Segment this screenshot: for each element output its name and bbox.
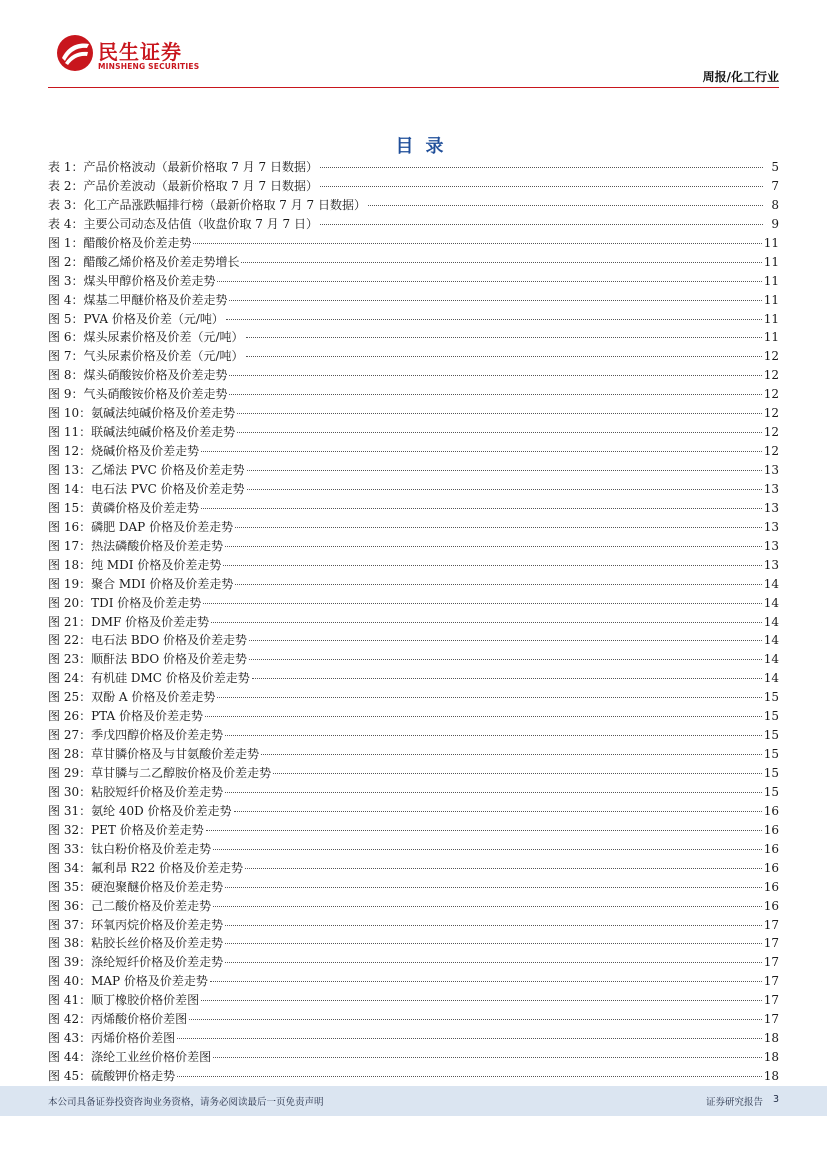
toc-entry[interactable] — [48, 575, 779, 594]
toc-entry-label: 图 9：气头硝酸铵价格及价差走势 — [48, 387, 228, 402]
toc-dot-leader — [211, 622, 762, 623]
toc-entry-label: 图 13：乙烯法 PVC 价格及价差走势 — [48, 463, 245, 477]
toc-entry[interactable] — [48, 821, 779, 840]
toc-entry-label: 图 18：纯 MDI 价格及价差走势 — [48, 557, 222, 572]
toc-entry-page: 14 — [763, 614, 779, 629]
toc-entry[interactable] — [48, 916, 779, 935]
toc-entry-label: 图 30：粘胶短纤价格及价差走势 — [48, 784, 224, 799]
toc-dot-leader — [225, 792, 762, 793]
toc-dot-leader — [252, 678, 762, 679]
toc-entry-page: 8 — [771, 197, 779, 212]
toc-entry[interactable] — [48, 707, 779, 726]
page-header — [0, 0, 827, 90]
page-footer — [0, 1086, 827, 1116]
toc-dot-leader — [213, 849, 762, 850]
toc-dot-leader — [225, 943, 762, 944]
toc-entry-page: 17 — [763, 917, 779, 932]
toc-entry[interactable] — [48, 783, 779, 802]
toc-entry[interactable] — [48, 442, 779, 461]
toc-entry[interactable] — [48, 291, 779, 310]
toc-entry[interactable] — [48, 253, 779, 272]
toc-entry[interactable] — [48, 177, 779, 196]
toc-entry[interactable] — [48, 953, 779, 972]
toc-entry-page: 17 — [763, 936, 779, 951]
toc-dot-leader — [201, 508, 762, 509]
toc-entry[interactable] — [48, 1010, 779, 1029]
toc-dot-leader — [205, 716, 762, 717]
toc-entry-label: 图 28：草甘膦价格及与甘氨酸价差走势 — [48, 747, 260, 762]
toc-entry-page: 13 — [763, 463, 779, 477]
toc-entry-page: 14 — [763, 652, 779, 667]
toc-entry-label: 表 3：化工产品涨跌幅排行榜（最新价格取 7 月 7 日数据） — [48, 197, 366, 212]
toc-dot-leader — [203, 603, 761, 604]
toc-entry-label: 图 3：煤头甲醇价格及价差走势 — [48, 273, 216, 288]
toc-entry-page: 15 — [763, 766, 779, 780]
toc-entry-label: 图 10：氨碱法纯碱价格及价差走势 — [48, 406, 236, 421]
toc-entry-page: 9 — [771, 216, 779, 231]
toc-dot-leader — [229, 394, 761, 395]
toc-dot-leader — [368, 205, 763, 206]
toc-entry[interactable] — [48, 594, 779, 613]
toc-entry-page: 11 — [763, 311, 779, 326]
toc-dot-leader — [241, 262, 761, 263]
toc-dot-leader — [320, 186, 763, 187]
toc-entry-label: 图 12：烧碱价格及价差走势 — [48, 444, 200, 459]
toc-entry[interactable] — [48, 196, 779, 215]
toc-entry-label: 图 16：磷肥 DAP 价格及价差走势 — [48, 519, 234, 534]
toc-entry-page: 12 — [763, 425, 779, 440]
minsheng-logo — [56, 34, 216, 78]
toc-dot-leader — [320, 167, 763, 168]
toc-dot-leader — [210, 981, 762, 982]
toc-entry-label: 图 22：电石法 BDO 价格及价差走势 — [48, 633, 247, 648]
toc-entry-label: 图 1：醋酸价格及价差走势 — [48, 235, 192, 250]
toc-entry[interactable] — [48, 878, 779, 897]
toc-entry[interactable] — [48, 631, 779, 650]
toc-entry[interactable] — [48, 650, 779, 669]
footer-report-label: 证券研究报告 — [705, 1097, 763, 1108]
toc-entry-label: 图 42：丙烯酸价格价差图 — [48, 1012, 188, 1027]
toc-dot-leader — [177, 1038, 762, 1039]
toc-entry-label: 图 15：黄磷价格及价差走势 — [48, 500, 200, 515]
toc-entry-page: 11 — [763, 273, 779, 288]
logo-chinese-name: 民生证券 — [98, 40, 182, 64]
toc-entry-label: 图 6：煤头尿素价格及价差（元/吨） — [48, 330, 244, 345]
toc-dot-leader — [235, 584, 761, 585]
toc-dot-leader — [225, 887, 762, 888]
toc-entry-page: 18 — [763, 1069, 779, 1083]
toc-entry[interactable] — [48, 859, 779, 878]
toc-entry-page: 15 — [763, 709, 779, 724]
toc-entry[interactable] — [48, 385, 779, 404]
toc-entry-page: 14 — [763, 595, 779, 610]
toc-entry-page: 18 — [763, 1050, 779, 1065]
toc-entry[interactable] — [48, 802, 779, 821]
toc-dot-leader — [201, 451, 762, 452]
toc-entry-page: 16 — [763, 860, 779, 875]
toc-entry-label: 图 41：顺丁橡胶价格价差图 — [48, 993, 200, 1008]
toc-entry-page: 7 — [771, 178, 779, 193]
toc-entry-label: 图 21：DMF 价格及价差走势 — [48, 614, 210, 629]
toc-entry-page: 12 — [763, 368, 779, 383]
toc-dot-leader — [223, 565, 761, 566]
toc-entry-page: 15 — [763, 728, 779, 743]
footer-disclaimer: 本公司具备证券投资咨询业务资格，请务必阅读最后一页免责声明 — [48, 1097, 324, 1108]
toc-entry[interactable] — [48, 499, 779, 518]
toc-entry[interactable] — [48, 688, 779, 707]
toc-entry-page: 17 — [763, 974, 779, 989]
toc-entry-label: 表 2：产品价差波动（最新价格取 7 月 7 日数据） — [48, 178, 318, 193]
toc-entry-page: 16 — [763, 841, 779, 856]
toc-dot-leader — [225, 546, 762, 547]
toc-entry-label: 图 37：环氧丙烷价格及价差走势 — [48, 917, 224, 932]
toc-entry-label: 图 26：PTA 价格及价差走势 — [48, 709, 203, 724]
toc-entry-page: 17 — [763, 1012, 779, 1027]
toc-entry-page: 11 — [763, 254, 779, 269]
toc-entry-label: 图 45：硫酸钾价格走势 — [48, 1069, 176, 1083]
toc-entry[interactable] — [48, 745, 779, 764]
toc-dot-leader — [213, 1057, 762, 1058]
toc-entry-page: 17 — [763, 993, 779, 1008]
toc-dot-leader — [247, 470, 762, 471]
toc-entry-page: 16 — [763, 898, 779, 913]
toc-entry-label: 图 39：涤纶短纤价格及价差走势 — [48, 955, 224, 970]
toc-entry-label: 图 34：氟利昂 R22 价格及价差走势 — [48, 860, 244, 875]
toc-entry-label: 图 35：硬泡聚醚价格及价差走势 — [48, 879, 224, 894]
toc-entry-page: 5 — [771, 160, 779, 174]
toc-entry-page: 11 — [763, 330, 779, 345]
toc-entry-page: 12 — [763, 387, 779, 402]
toc-entry[interactable] — [48, 347, 779, 366]
toc-dot-leader — [246, 356, 762, 357]
toc-entry[interactable] — [48, 310, 779, 329]
toc-entry-page: 11 — [763, 292, 779, 307]
toc-entry[interactable] — [48, 991, 779, 1010]
toc-dot-leader — [225, 962, 762, 963]
toc-dot-leader — [206, 830, 762, 831]
toc-entry-page: 15 — [763, 784, 779, 799]
toc-dot-leader — [201, 1000, 762, 1001]
toc-entry[interactable] — [48, 934, 779, 953]
toc-entry[interactable] — [48, 556, 779, 575]
report-type: 周报/化工行业 — [702, 70, 779, 84]
toc-entry-page: 16 — [763, 822, 779, 837]
toc-dot-leader — [237, 432, 762, 433]
toc-entry-label: 图 27：季戊四醇价格及价差走势 — [48, 728, 224, 743]
toc-entry-label: 图 44：涤纶工业丝价格价差图 — [48, 1050, 212, 1065]
toc-dot-leader — [235, 527, 762, 528]
toc-entry-page: 15 — [763, 747, 779, 762]
toc-entry-page: 13 — [763, 500, 779, 515]
toc-entry[interactable] — [48, 840, 779, 859]
toc-entry-label: 图 43：丙烯价格价差图 — [48, 1031, 176, 1046]
toc-dot-leader — [225, 735, 762, 736]
toc-dot-leader — [249, 640, 762, 641]
toc-dot-leader — [226, 319, 762, 320]
toc-entry[interactable] — [48, 518, 779, 537]
toc-entry-label: 图 19：聚合 MDI 价格及价差走势 — [48, 576, 234, 591]
toc-dot-leader — [246, 337, 762, 338]
toc-entry-page: 12 — [763, 349, 779, 364]
toc-entry-page: 13 — [763, 557, 779, 572]
toc-entry-label: 图 32：PET 价格及价差走势 — [48, 822, 204, 837]
toc-entry-label: 图 23：顺酐法 BDO 价格及价差走势 — [48, 652, 247, 667]
minsheng-logo-icon — [56, 34, 94, 72]
toc-dot-leader — [320, 224, 763, 225]
toc-dot-leader — [249, 659, 762, 660]
toc-dot-leader — [245, 868, 762, 869]
toc-dot-leader — [229, 375, 761, 376]
toc-entry-label: 图 36：己二酸价格及价差走势 — [48, 898, 212, 913]
toc-dot-leader — [247, 489, 762, 490]
toc-dot-leader — [213, 906, 762, 907]
toc-dot-leader — [273, 773, 762, 774]
toc-entry-page: 13 — [763, 538, 779, 553]
toc-entry-label: 图 38：粘胶长丝价格及价差走势 — [48, 936, 224, 951]
toc-entry-page: 11 — [763, 235, 779, 250]
toc-dot-leader — [217, 697, 761, 698]
toc-dot-leader — [261, 754, 762, 755]
logo-english-name: MINSHENG SECURITIES — [98, 62, 200, 71]
toc-entry[interactable] — [48, 972, 779, 991]
toc-entry-label: 图 20：TDI 价格及价差走势 — [48, 595, 202, 610]
toc-entry[interactable] — [48, 404, 779, 423]
toc-entry-label: 图 24：有机硅 DMC 价格及价差走势 — [48, 671, 250, 686]
toc-entry-label: 图 14：电石法 PVC 价格及价差走势 — [48, 481, 245, 496]
toc-entry-page: 16 — [763, 879, 779, 894]
toc-entry-page: 17 — [763, 955, 779, 970]
toc-entry-label: 图 31：氨纶 40D 价格及价差走势 — [48, 803, 232, 818]
toc-entry-label: 图 33：钛白粉价格及价差走势 — [48, 841, 212, 856]
toc-entry[interactable] — [48, 1048, 779, 1067]
toc-entry-page: 12 — [763, 444, 779, 459]
toc-entry-page: 15 — [763, 690, 779, 705]
toc-entry[interactable] — [48, 272, 779, 291]
toc-entry[interactable] — [48, 158, 779, 177]
toc-entry-label: 图 2：醋酸乙烯价格及价差走势增长 — [48, 254, 240, 269]
toc-dot-leader — [193, 243, 761, 244]
toc-entry[interactable] — [48, 726, 779, 745]
toc-entry-page: 14 — [763, 576, 779, 591]
toc-entry-label: 表 1：产品价格波动（最新价格取 7 月 7 日数据） — [48, 160, 318, 174]
toc-entry-label: 图 7：气头尿素价格及价差（元/吨） — [48, 349, 244, 364]
toc-entry[interactable] — [48, 461, 779, 480]
toc-entry-label: 图 29：草甘膦与二乙醇胺价格及价差走势 — [48, 766, 272, 780]
toc-entry-page: 14 — [763, 671, 779, 686]
toc-dot-leader — [225, 925, 762, 926]
toc-entry-label: 图 11：联碱法纯碱价格及价差走势 — [48, 425, 236, 440]
toc-entry-label: 图 4：煤基二甲醚价格及价差走势 — [48, 292, 228, 307]
toc-entry[interactable] — [48, 669, 779, 688]
toc-entry-label: 图 5：PVA 价格及价差（元/吨） — [48, 311, 224, 326]
toc-entry[interactable] — [48, 423, 779, 442]
toc-entry[interactable] — [48, 215, 779, 234]
toc-entry-page: 12 — [763, 406, 779, 421]
toc-dot-leader — [189, 1019, 762, 1020]
toc-entry[interactable] — [48, 897, 779, 916]
toc-entry-label: 表 4：主要公司动态及估值（收盘价取 7 月 7 日） — [48, 216, 318, 231]
toc-entry[interactable] — [48, 328, 779, 347]
toc-entry-page: 13 — [763, 481, 779, 496]
toc-entry-page: 18 — [763, 1031, 779, 1046]
toc-entry-page: 14 — [763, 633, 779, 648]
toc-dot-leader — [217, 281, 761, 282]
toc-entry[interactable] — [48, 537, 779, 556]
table-of-contents — [48, 158, 779, 1086]
toc-dot-leader — [229, 300, 761, 301]
header-divider — [48, 87, 779, 88]
toc-entry[interactable] — [48, 234, 779, 253]
toc-entry[interactable] — [48, 1029, 779, 1048]
footer-page-number: 3 — [772, 1094, 779, 1105]
toc-dot-leader — [234, 811, 762, 812]
toc-entry-page: 16 — [763, 803, 779, 818]
toc-entry[interactable] — [48, 480, 779, 499]
toc-entry-page: 13 — [763, 519, 779, 534]
toc-entry[interactable] — [48, 613, 779, 632]
toc-entry-label: 图 25：双酚 A 价格及价差走势 — [48, 690, 216, 705]
toc-entry[interactable] — [48, 1067, 779, 1086]
toc-title: 目录 — [395, 136, 456, 157]
toc-entry-label: 图 8：煤头硝酸铵价格及价差走势 — [48, 368, 228, 383]
toc-entry-label: 图 17：热法磷酸价格及价差走势 — [48, 538, 224, 553]
toc-entry[interactable] — [48, 366, 779, 385]
toc-entry-label: 图 40：MAP 价格及价差走势 — [48, 974, 208, 989]
toc-dot-leader — [237, 413, 762, 414]
toc-entry[interactable] — [48, 764, 779, 783]
toc-dot-leader — [177, 1076, 762, 1077]
